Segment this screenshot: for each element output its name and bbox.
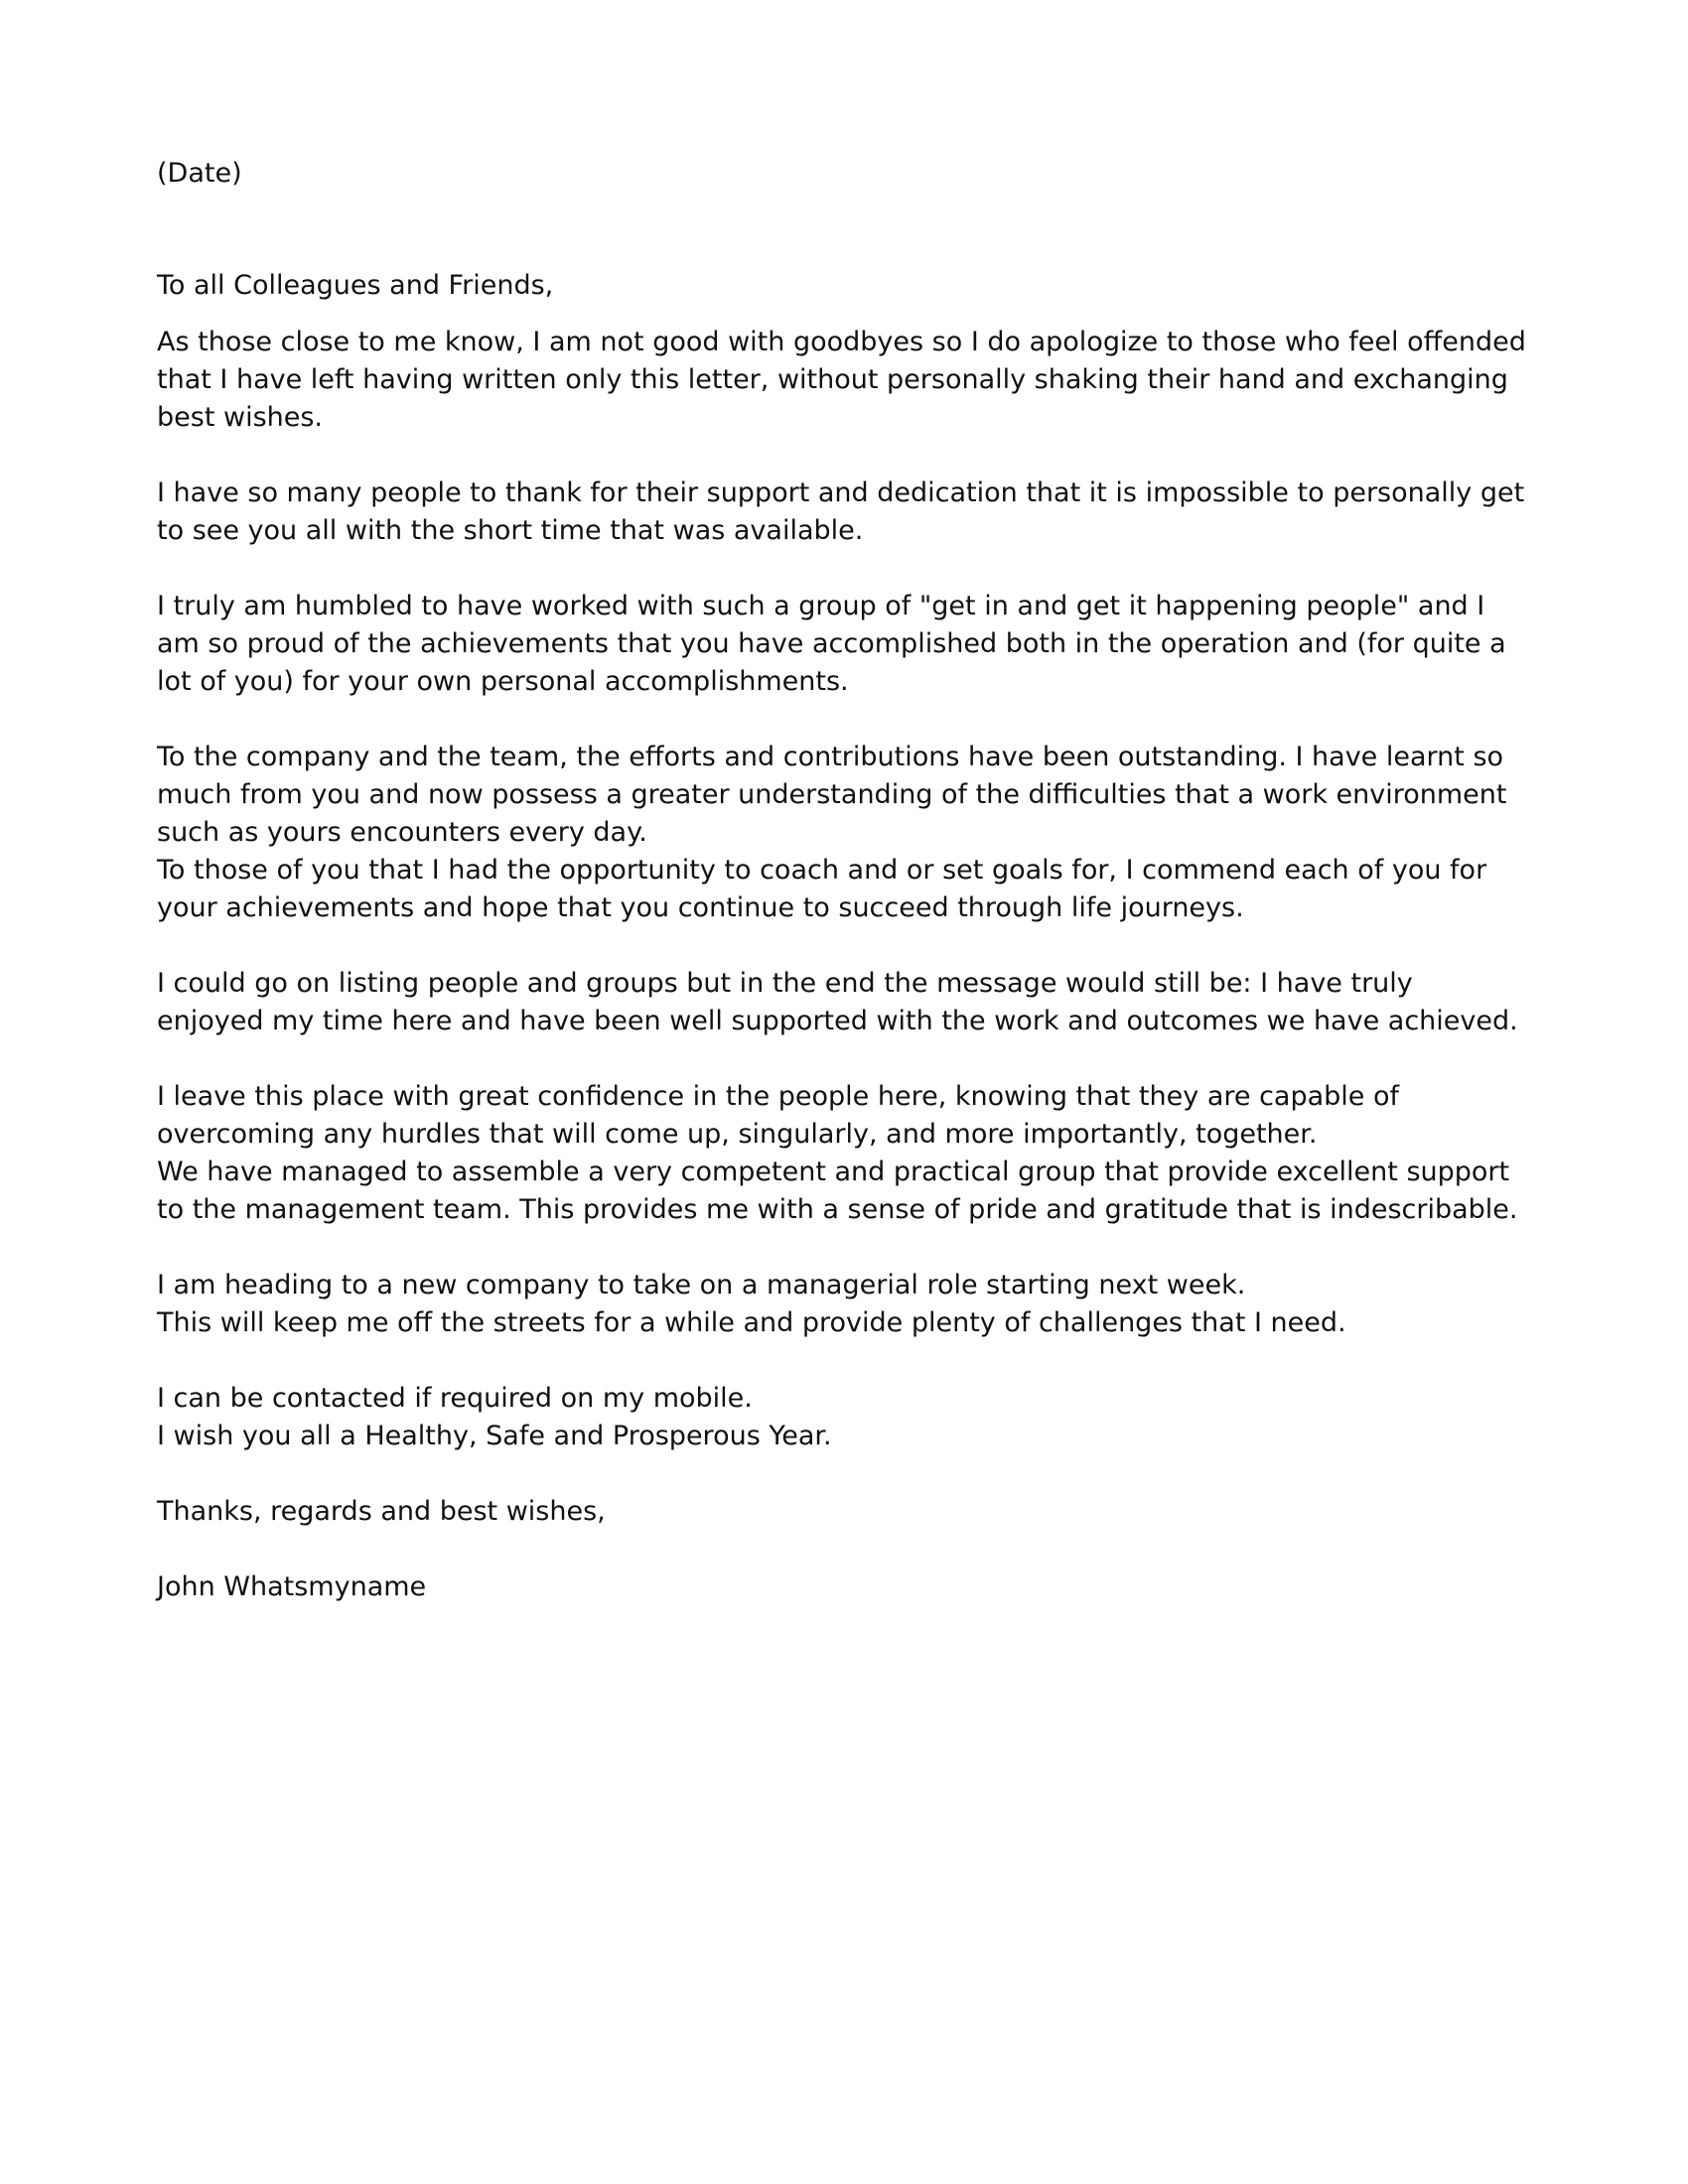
body-line: overcoming any hurdles that will come up, singularly, and more importantly, together. bbox=[157, 1119, 1318, 1150]
body-line: such as yours encounters every day. bbox=[157, 817, 647, 848]
letter-date: (Date) bbox=[157, 158, 242, 189]
body-line: We have managed to assemble a very competent and practical group that provide excellent support bbox=[157, 1157, 1510, 1187]
body-line: I could go on listing people and groups but in the end the message would still be: I have truly bbox=[157, 968, 1413, 999]
body-line: As those close to me know, I am not good with goodbyes so I do apologize to those who feel offended bbox=[157, 327, 1526, 357]
body-line: This will keep me off the streets for a while and provide plenty of challenges that I need. bbox=[157, 1307, 1346, 1338]
body-line: To those of you that I had the opportunity to coach and or set goals for, I commend each of you for bbox=[157, 855, 1487, 886]
body-line: enjoyed my time here and have been well supported with the work and outcomes we have achieved. bbox=[157, 1006, 1518, 1036]
body-line: lot of you) for your own personal accomplishments. bbox=[157, 666, 849, 697]
body-line: I truly am humbled to have worked with such a group of "get in and get it happening people" and I bbox=[157, 591, 1485, 621]
paragraph-gap bbox=[157, 1229, 1547, 1267]
closing-line: Thanks, regards and best wishes, bbox=[157, 1496, 606, 1527]
body-line: that I have left having written only this letter, without personally shaking their hand and exchanging bbox=[157, 364, 1508, 395]
paragraph-gap bbox=[157, 1342, 1547, 1380]
body-line: to the management team. This provides me with a sense of pride and gratitude that is indescribable. bbox=[157, 1194, 1518, 1225]
paragraph-gap bbox=[157, 1455, 1547, 1493]
paragraph-gap bbox=[157, 437, 1547, 475]
body-line: I can be contacted if required on my mobile. bbox=[157, 1383, 753, 1414]
paragraph-gap bbox=[157, 927, 1547, 965]
letter-salutation: To all Colleagues and Friends, bbox=[157, 270, 554, 301]
paragraph-gap bbox=[157, 1040, 1547, 1078]
body-line: To the company and the team, the efforts and contributions have been outstanding. I have learnt so bbox=[157, 742, 1504, 772]
body-line: I wish you all a Healthy, Safe and Prosperous Year. bbox=[157, 1421, 832, 1451]
body-line: much from you and now possess a greater understanding of the difficulties that a work environment bbox=[157, 779, 1507, 810]
body-line: I have so many people to thank for their support and dedication that it is impossible to personally get bbox=[157, 478, 1525, 508]
body-line: to see you all with the short time that was available. bbox=[157, 515, 864, 546]
signature-name: John Whatsmyname bbox=[157, 1571, 427, 1602]
body-line: I leave this place with great confidence in the people here, knowing that they are capable of bbox=[157, 1081, 1400, 1112]
letter-body bbox=[157, 324, 1547, 1606]
paragraph-gap bbox=[157, 701, 1547, 739]
body-line: I am heading to a new company to take on a managerial role starting next week. bbox=[157, 1270, 1246, 1300]
body-line: your achievements and hope that you continue to succeed through life journeys. bbox=[157, 892, 1244, 923]
paragraph-gap bbox=[157, 550, 1547, 588]
body-line: am so proud of the achievements that you have accomplished both in the operation and (for quite a bbox=[157, 628, 1506, 659]
paragraph-gap bbox=[157, 1531, 1547, 1569]
body-line: best wishes. bbox=[157, 402, 324, 433]
